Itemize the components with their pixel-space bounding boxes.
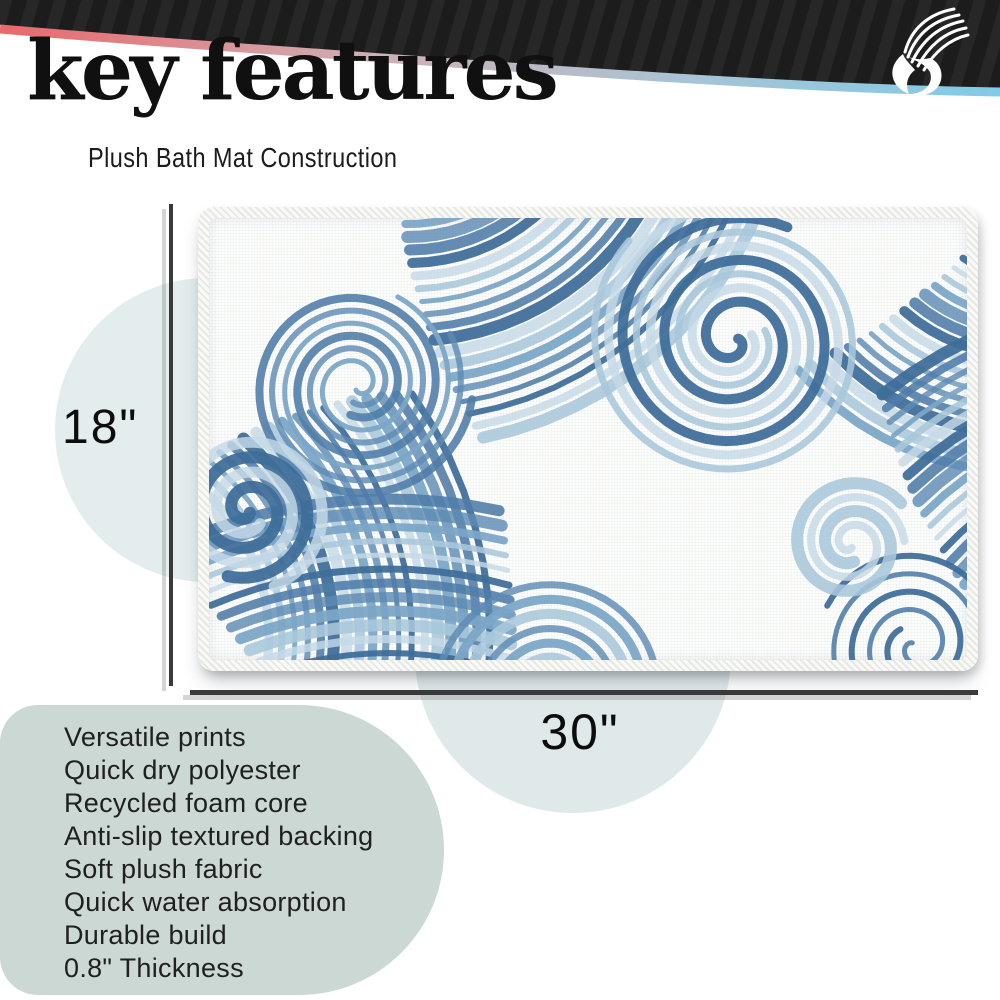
feature-item: Quick dry polyester: [64, 755, 301, 785]
swirl-s-logo-icon: [872, 2, 976, 100]
width-dimension-line: [190, 690, 978, 695]
feature-item: Recycled foam core: [64, 788, 308, 818]
page-title: key features: [27, 23, 556, 119]
feature-item: Soft plush fabric: [64, 854, 263, 884]
height-dimension-label: 18": [62, 401, 139, 454]
feature-item: Versatile prints: [64, 722, 246, 752]
feature-list: [64, 721, 373, 985]
feature-item: 0.8" Thickness: [64, 953, 244, 983]
width-dimension-label: 30": [540, 704, 620, 760]
mat-print-area: [209, 218, 967, 660]
feature-item: Anti-slip textured backing: [64, 821, 374, 851]
bath-mat-image: [198, 207, 978, 671]
feature-item: Quick water absorption: [64, 887, 347, 917]
feature-item: Durable build: [64, 920, 227, 950]
watercolor-swirl-pattern: [209, 218, 967, 660]
page-subtitle: Plush Bath Mat Construction: [88, 142, 398, 173]
height-dimension-line: [169, 204, 173, 686]
